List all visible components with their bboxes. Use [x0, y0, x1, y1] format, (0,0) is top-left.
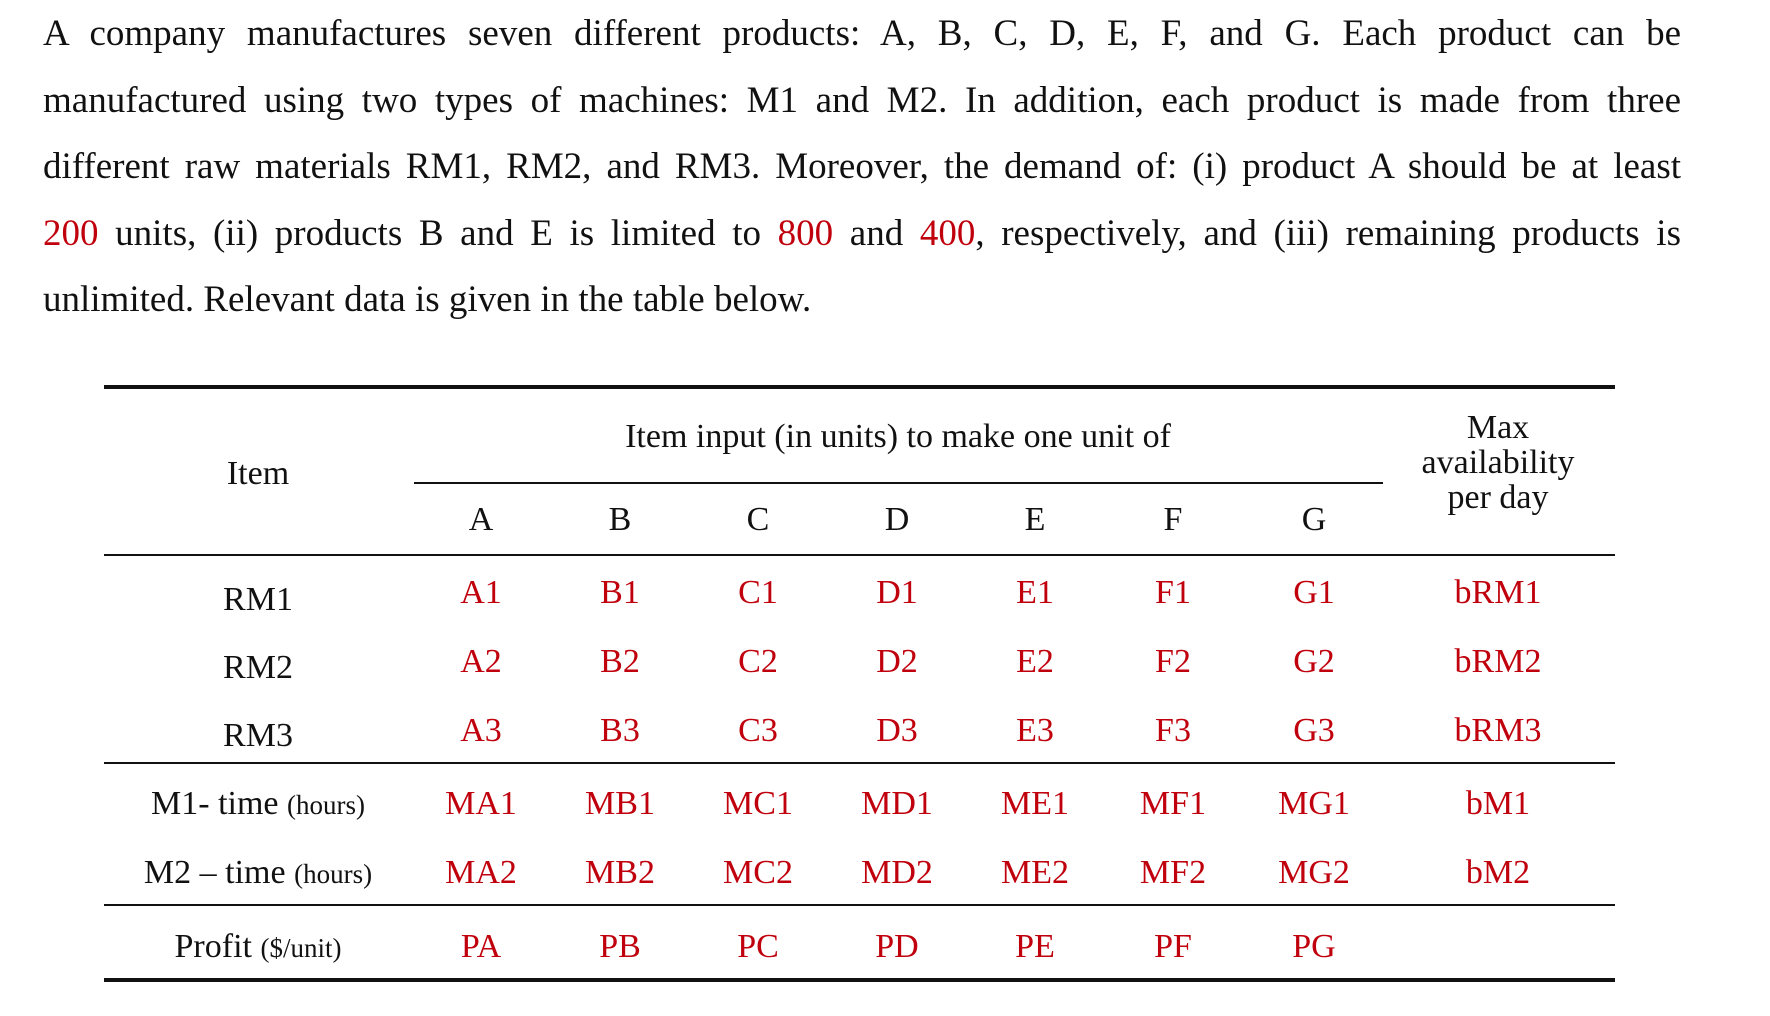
- group-header-rule: [414, 482, 1383, 484]
- table-cell: F3: [1155, 712, 1191, 749]
- table-cell: A2: [460, 643, 502, 680]
- table-top-rule: [104, 385, 1615, 389]
- row-label: [151, 784, 365, 825]
- table-cell: C1: [738, 574, 778, 611]
- max-availability-cell: bM1: [1465, 785, 1531, 822]
- table-cell: D2: [876, 643, 918, 680]
- max-header-line-2: availability: [1421, 444, 1575, 481]
- table-cell: MF1: [1139, 785, 1207, 822]
- table-cell: MC1: [723, 785, 793, 822]
- table-cell: MB1: [585, 785, 655, 822]
- product-header-b: B: [608, 501, 632, 538]
- table-cell: ME1: [1001, 785, 1069, 822]
- intro-line-4-text-1: units, (ii) products B and E is limited to: [98, 213, 778, 254]
- row-label-unit: ($/unit): [260, 933, 342, 963]
- max-availability-cell: bRM2: [1454, 643, 1542, 680]
- table-cell: A1: [460, 574, 502, 611]
- table-cell: D1: [876, 574, 918, 611]
- table-cell: E1: [1016, 574, 1054, 611]
- table-cell: E3: [1016, 712, 1054, 749]
- intro-line-4: [43, 212, 1681, 256]
- table-bottom-rule: [104, 978, 1615, 982]
- table-cell: MG2: [1278, 854, 1350, 891]
- table-cell: PB: [599, 928, 641, 965]
- table-cell: C3: [738, 712, 778, 749]
- table-cell: MD2: [861, 854, 933, 891]
- table-cell: F1: [1155, 574, 1191, 611]
- table-cell: F2: [1155, 643, 1191, 680]
- table-cell: B3: [600, 712, 640, 749]
- machines-bottom-rule: [104, 904, 1615, 906]
- table-cell: MC2: [723, 854, 793, 891]
- table-cell: E2: [1016, 643, 1054, 680]
- table-cell: C2: [738, 643, 778, 680]
- table-cell: G3: [1293, 712, 1335, 749]
- row-label: [223, 648, 293, 688]
- header-bottom-rule: [104, 554, 1615, 556]
- product-header-c: C: [746, 501, 770, 538]
- group-header: Item input (in units) to make one unit of: [625, 418, 1171, 455]
- materials-bottom-rule: [104, 762, 1615, 764]
- row-label-text: Profit: [174, 928, 261, 965]
- row-label: [223, 716, 293, 756]
- table-cell: PA: [460, 928, 502, 965]
- max-availability-cell: bRM3: [1454, 712, 1542, 749]
- row-label: [175, 927, 342, 968]
- table-cell: PC: [737, 928, 779, 965]
- table-cell: PD: [875, 928, 919, 965]
- intro-line-1: A company manufactures seven different products: A, B, C, D, E, F, and G. Each product can be: [43, 13, 1681, 54]
- intro-line-3: different raw materials RM1, RM2, and RM3. Moreover, the demand of: (i) product A should be at least: [43, 146, 1681, 187]
- intro-line-4-text-2: and: [833, 213, 920, 254]
- intro-line-2: manufactured using two types of machines: M1 and M2. In addition, each product is made from three: [43, 80, 1681, 121]
- table-cell: MA1: [445, 785, 517, 822]
- table-cell: MD1: [861, 785, 933, 822]
- demand-e-limit: 400: [919, 213, 976, 254]
- product-header-a: A: [468, 501, 494, 538]
- table-cell: MG1: [1278, 785, 1350, 822]
- product-header-g: G: [1301, 501, 1327, 538]
- row-label-text: M1- time: [151, 785, 287, 822]
- table-cell: PF: [1154, 928, 1192, 965]
- demand-b-limit: 800: [777, 213, 834, 254]
- table-cell: G1: [1293, 574, 1335, 611]
- demand-a-min: 200: [43, 213, 99, 254]
- product-header-e: E: [1024, 501, 1046, 538]
- max-availability-cell: bM2: [1465, 854, 1531, 891]
- product-header-d: D: [884, 501, 910, 538]
- max-header-line-3: per day: [1447, 479, 1549, 516]
- intro-line-4-text-3: , respectively, and (iii) remaining products is: [975, 213, 1681, 254]
- table-cell: PE: [1015, 928, 1055, 965]
- table-cell: ME2: [1001, 854, 1069, 891]
- table-cell: MF2: [1139, 854, 1207, 891]
- table-cell: B2: [600, 643, 640, 680]
- row-label-text: RM1: [223, 581, 293, 618]
- product-header-f: F: [1163, 501, 1183, 538]
- row-label-unit: (hours): [294, 859, 373, 889]
- max-header-line-1: Max: [1466, 409, 1530, 446]
- row-label-text: RM2: [223, 649, 293, 686]
- row-label-unit: (hours): [287, 790, 365, 820]
- table-cell: B1: [600, 574, 640, 611]
- row-label-text: M2 – time: [143, 854, 295, 891]
- row-label: [223, 580, 293, 620]
- table-cell: D3: [876, 712, 918, 749]
- item-header: Item: [226, 455, 290, 492]
- row-label-text: RM3: [223, 717, 293, 754]
- intro-line-5: unlimited. Relevant data is given in the table below.: [43, 279, 812, 320]
- table-cell: MB2: [585, 854, 655, 891]
- table-cell: A3: [460, 712, 502, 749]
- table-cell: G2: [1293, 643, 1335, 680]
- row-label: [144, 853, 372, 894]
- max-availability-header: [1422, 410, 1575, 515]
- table-cell: PG: [1292, 928, 1336, 965]
- max-availability-cell: bRM1: [1454, 574, 1542, 611]
- table-cell: MA2: [445, 854, 517, 891]
